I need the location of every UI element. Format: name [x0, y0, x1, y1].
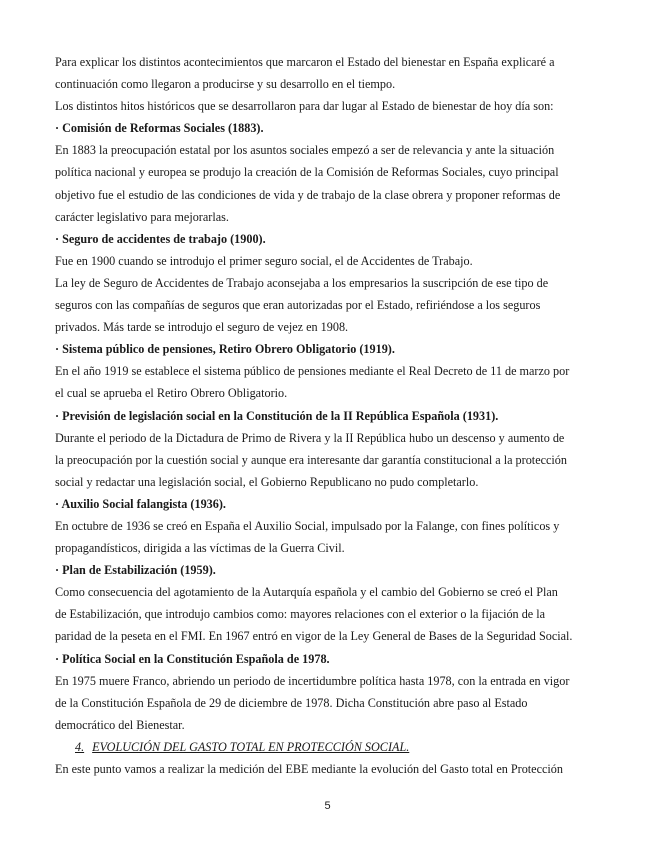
- paragraph-line: En octubre de 1936 se creó en España el Auxilio Social, impulsado por la Falange, con fines políticos y: [55, 518, 560, 533]
- paragraph-line: Fue en 1900 cuando se introdujo el primer seguro social, el de Accidentes de Trabajo.: [55, 253, 473, 268]
- paragraph-line: Como consecuencia del agotamiento de la Autarquía española y el cambio del Gobierno se creó el Plan: [55, 585, 558, 600]
- paragraph-line: el cual se aprueba el Retiro Obrero Obligatorio.: [55, 386, 288, 401]
- page-number: 5: [324, 800, 331, 812]
- paragraph-line: de Estabilización, que introdujo cambios como: mayores relaciones con el exterior o la fijación de la: [55, 607, 546, 622]
- paragraph-line: La ley de Seguro de Accidentes de Trabajo aconsejaba a los empresarios la suscripción de ese tipo de: [55, 275, 549, 290]
- subsection-heading: · Sistema público de pensiones, Retiro Obrero Obligatorio (1919).: [55, 342, 395, 357]
- document-body: [55, 51, 600, 780]
- subsection-heading: · Previsión de legislación social en la Constitución de la II República Española (1931).: [55, 408, 499, 423]
- paragraph-line: social y redactar una legislación social, el Gobierno Republicano no pudo completarlo.: [55, 474, 479, 489]
- subsection-heading: · Plan de Estabilización (1959).: [55, 563, 216, 578]
- paragraph-line: política nacional y europea se produjo la creación de la Comisión de Reformas Sociales, cuyo principal: [55, 165, 559, 180]
- paragraph-line: Los distintos hitos históricos que se desarrollaron para dar lugar al Estado de bienestar de hoy día son:: [55, 99, 554, 114]
- paragraph-line: continuación como llegaron a producirse y su desarrollo en el tiempo.: [55, 77, 396, 92]
- paragraph-line: democrático del Bienestar.: [55, 717, 185, 732]
- paragraph-line: objetivo fue el estudio de las condiciones de vida y de trabajo de la clase obrera y proponer reformas de: [55, 187, 561, 202]
- subsection-heading: · Auxilio Social falangista (1936).: [55, 496, 226, 511]
- subsection-heading: · Seguro de accidentes de trabajo (1900).: [55, 231, 266, 246]
- paragraph-line: carácter legislativo para mejorarlas.: [55, 209, 229, 224]
- section-heading: [55, 736, 600, 758]
- paragraph-line: Para explicar los distintos acontecimientos que marcaron el Estado del bienestar en España explicaré a: [55, 55, 555, 69]
- paragraph-line: En 1883 la preocupación estatal por los asuntos sociales empezó a ser de relevancia y ante la situación: [55, 143, 555, 158]
- paragraph-line: privados. Más tarde se introdujo el seguro de vejez en 1908.: [55, 320, 349, 335]
- paragraph-line: de la Constitución Española de 29 de diciembre de 1978. Dicha Constitución abre paso al Estado: [55, 695, 528, 710]
- section-number: 4.: [75, 739, 85, 754]
- paragraph-line: En el año 1919 se establece el sistema público de pensiones mediante el Real Decreto de 11 de marzo por: [55, 364, 570, 379]
- subsection-heading: · Comisión de Reformas Sociales (1883).: [55, 121, 264, 136]
- paragraph-line: la preocupación por la cuestión social y aunque era interesante dar garantía constitucional a la protección: [55, 452, 567, 467]
- paragraph-line: paridad de la peseta en el FMI. En 1967 entró en vigor de la Ley General de Bases de la Seguridad Social.: [55, 629, 573, 644]
- paragraph-line: seguros con las compañías de seguros que eran autorizadas por el Estado, refiriéndose a los seguros: [55, 298, 541, 313]
- paragraph-line: propagandísticos, dirigida a las víctimas de la Guerra Civil.: [55, 541, 345, 556]
- section-title: EVOLUCIÓN DEL GASTO TOTAL EN PROTECCIÓN SOCIAL.: [92, 739, 410, 754]
- paragraph-line: Durante el periodo de la Dictadura de Primo de Rivera y la II República hubo un descenso y aumento de: [55, 430, 565, 445]
- paragraph-line: En este punto vamos a realizar la medición del EBE mediante la evolución del Gasto total en Protección: [55, 762, 563, 776]
- subsection-heading: · Política Social en la Constitución Española de 1978.: [55, 651, 330, 666]
- paragraph-line: En 1975 muere Franco, abriendo un periodo de incertidumbre política hasta 1978, con la entrada en vigor: [55, 673, 570, 688]
